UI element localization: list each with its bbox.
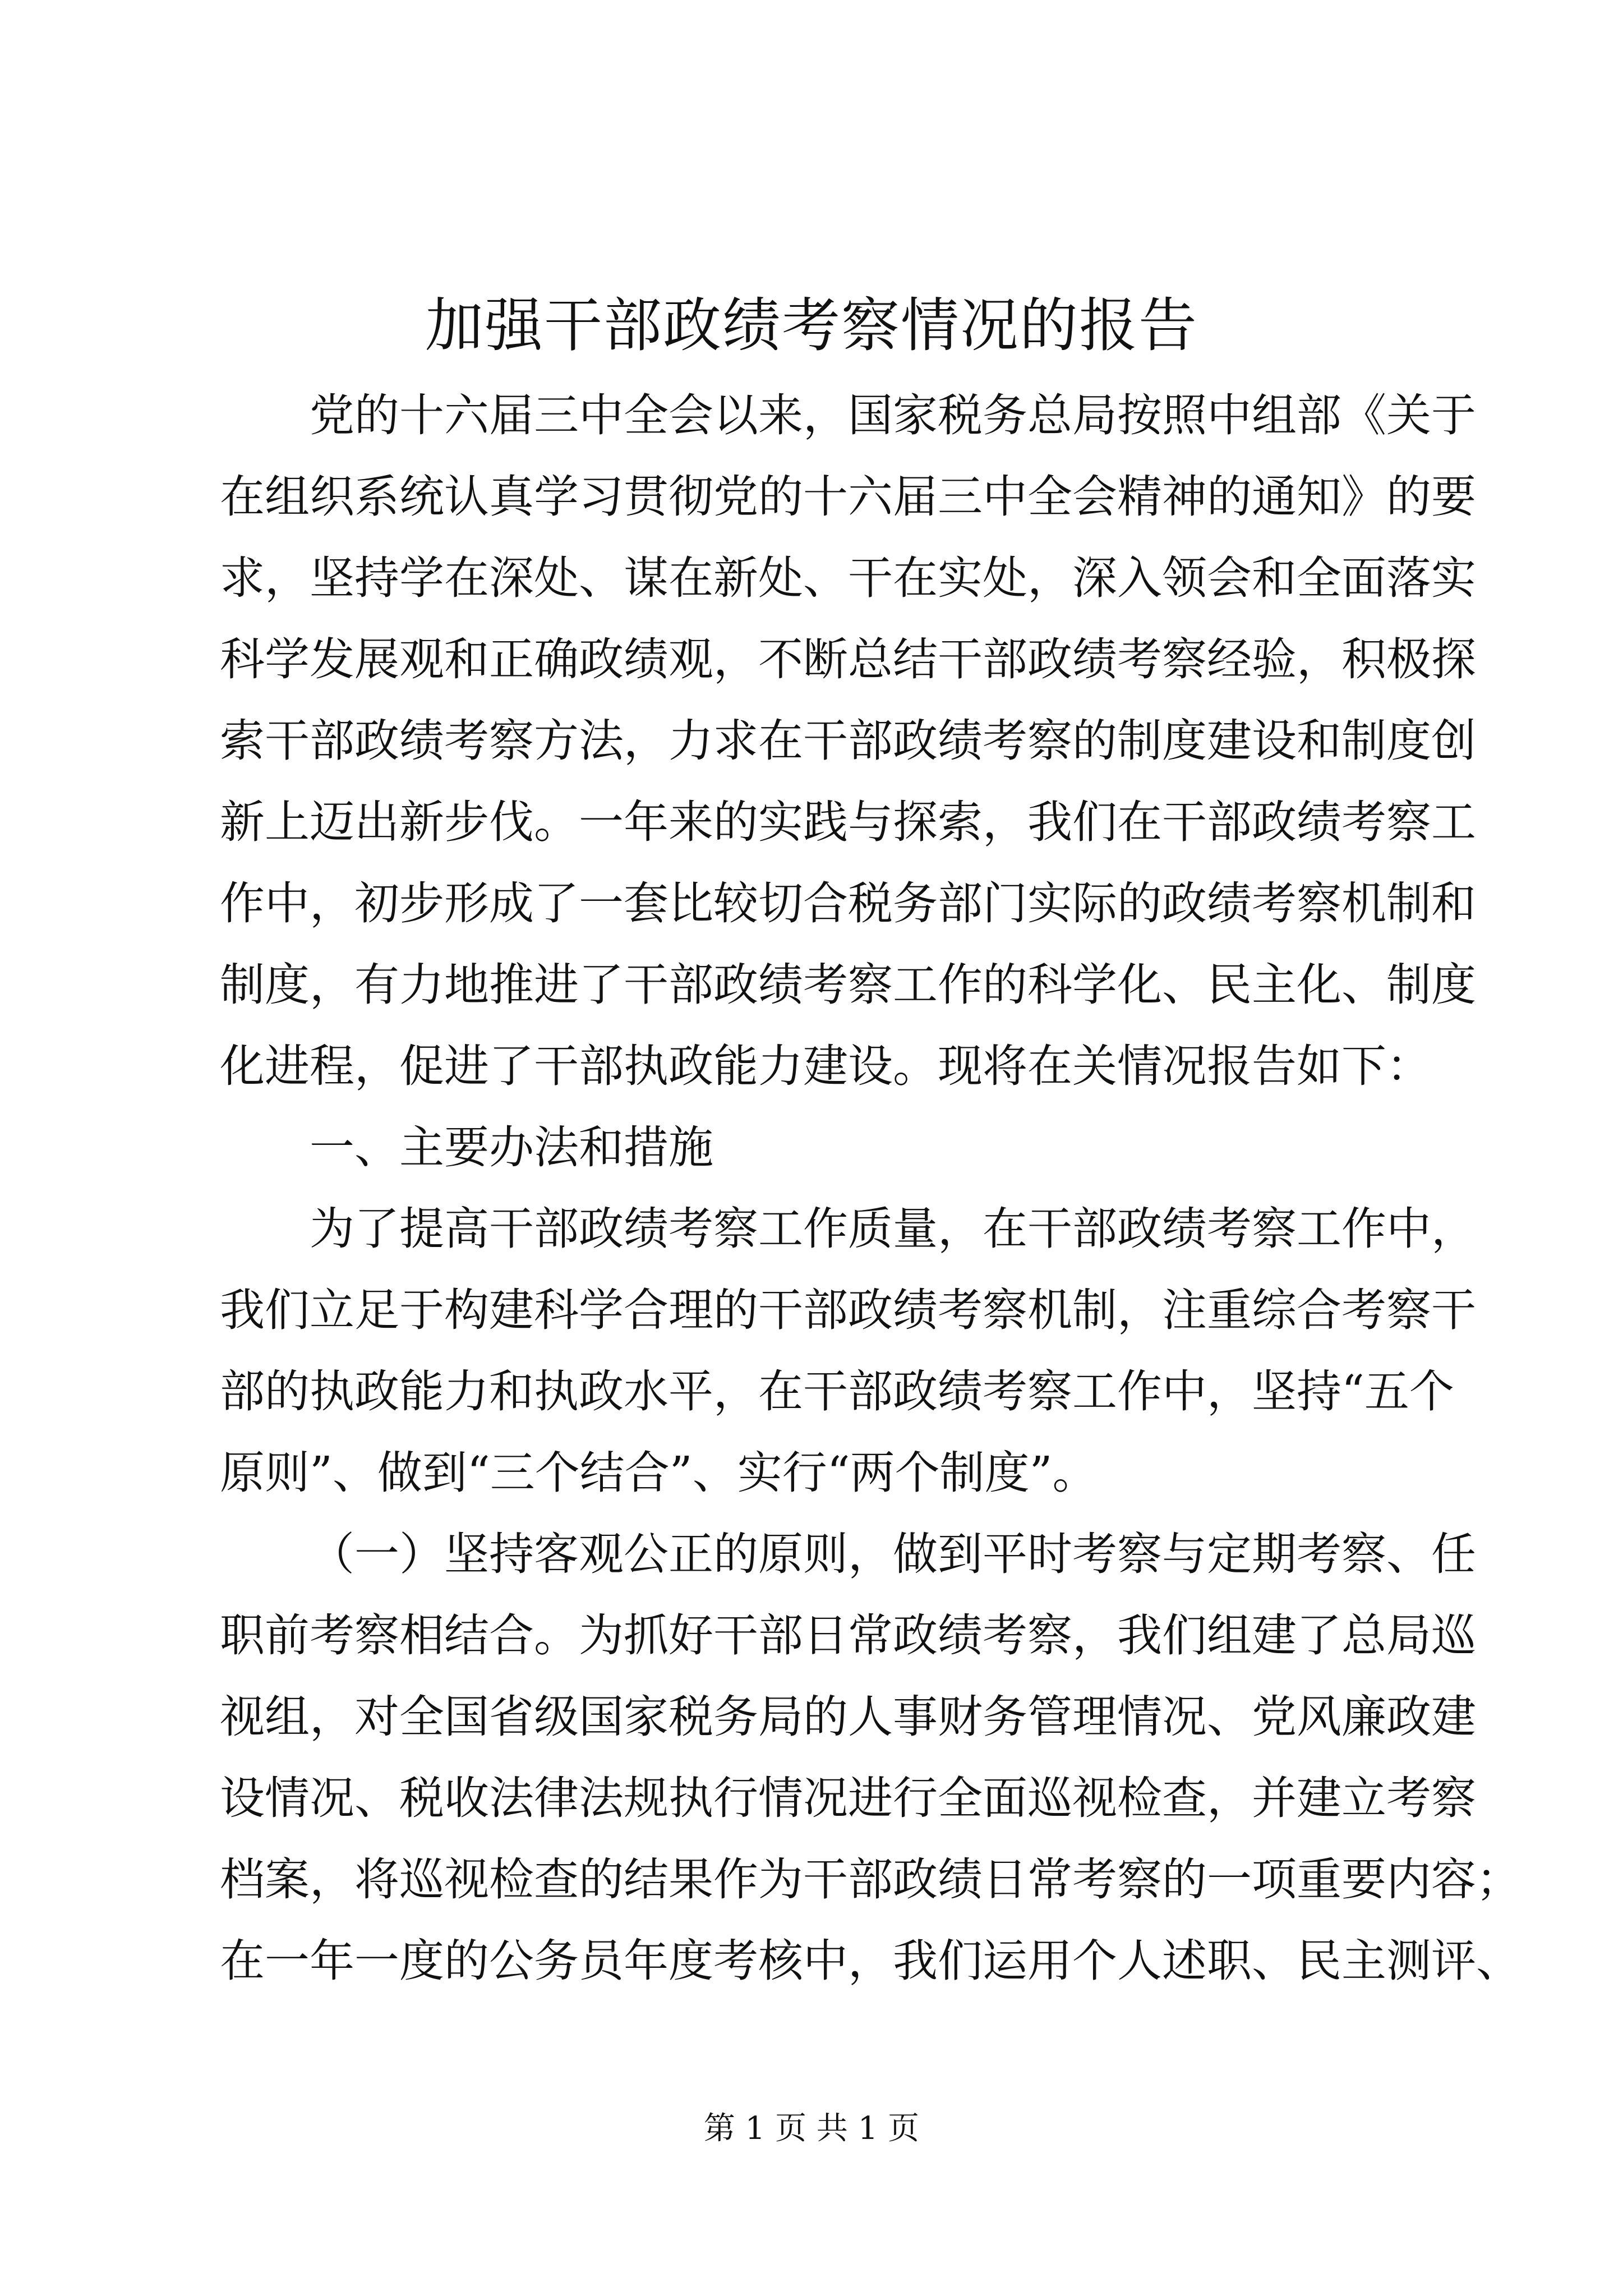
body-line: 科学发展观和正确政绩观，不断总结干部政绩考察经验，积极探 <box>220 633 1476 685</box>
body-line: 作中，初步形成了一套比较切合税务部门实际的政绩考察机制和 <box>220 877 1476 930</box>
body-line: 我们立足于构建科学合理的干部政绩考察机制，注重综合考察干 <box>220 1284 1476 1336</box>
body-line: 制度，有力地推进了干部政绩考察工作的科学化、民主化、制度 <box>220 959 1476 1011</box>
body-line: 新上迈出新步伐。一年来的实践与探索，我们在干部政绩考察工 <box>220 796 1476 848</box>
body-line: 为了提高干部政绩考察工作质量，在干部政绩考察工作中， <box>310 1203 1476 1255</box>
body-line: 档案，将巡视检查的结果作为干部政绩日常考察的一项重要内容； <box>220 1853 1521 1906</box>
body-line: 部的执政能力和执政水平，在干部政绩考察工作中，坚持“五个 <box>220 1365 1454 1418</box>
body-line: 化进程，促进了干部执政能力建设。现将在关情况报告如下： <box>220 1040 1431 1092</box>
document-title: 加强干部政绩考察情况的报告 <box>425 291 1198 360</box>
body-line: 原则”、做到“三个结合”、实行“两个制度”。 <box>220 1447 1098 1499</box>
body-line: 职前考察相结合。为抓好干部日常政绩考察，我们组建了总局巡 <box>220 1609 1476 1662</box>
body-line: 索干部政绩考察方法，力求在干部政绩考察的制度建设和制度创 <box>220 715 1476 767</box>
body-line: 求，坚持学在深处、谋在新处、干在实处，深入领会和全面落实 <box>220 552 1476 604</box>
page-footer: 第 1 页 共 1 页 <box>703 2110 920 2147</box>
section-heading: 一、主要办法和措施 <box>310 1121 713 1174</box>
body-line: 在一年一度的公务员年度考核中，我们运用个人述职、民主测评、 <box>220 1935 1521 1987</box>
body-line: 党的十六届三中全会以来，国家税务总局按照中组部《关于 <box>310 389 1476 441</box>
body-line: 在组织系统认真学习贯彻党的十六届三中全会精神的通知》的要 <box>220 471 1476 523</box>
body-line: 视组，对全国省级国家税务局的人事财务管理情况、党风廉政建 <box>220 1691 1476 1743</box>
subsection-line: （一）坚持客观公正的原则，做到平时考察与定期考察、任 <box>310 1528 1476 1580</box>
document-body <box>220 375 1521 2001</box>
body-line: 设情况、税收法律法规执行情况进行全面巡视检查，并建立考察 <box>220 1772 1476 1824</box>
